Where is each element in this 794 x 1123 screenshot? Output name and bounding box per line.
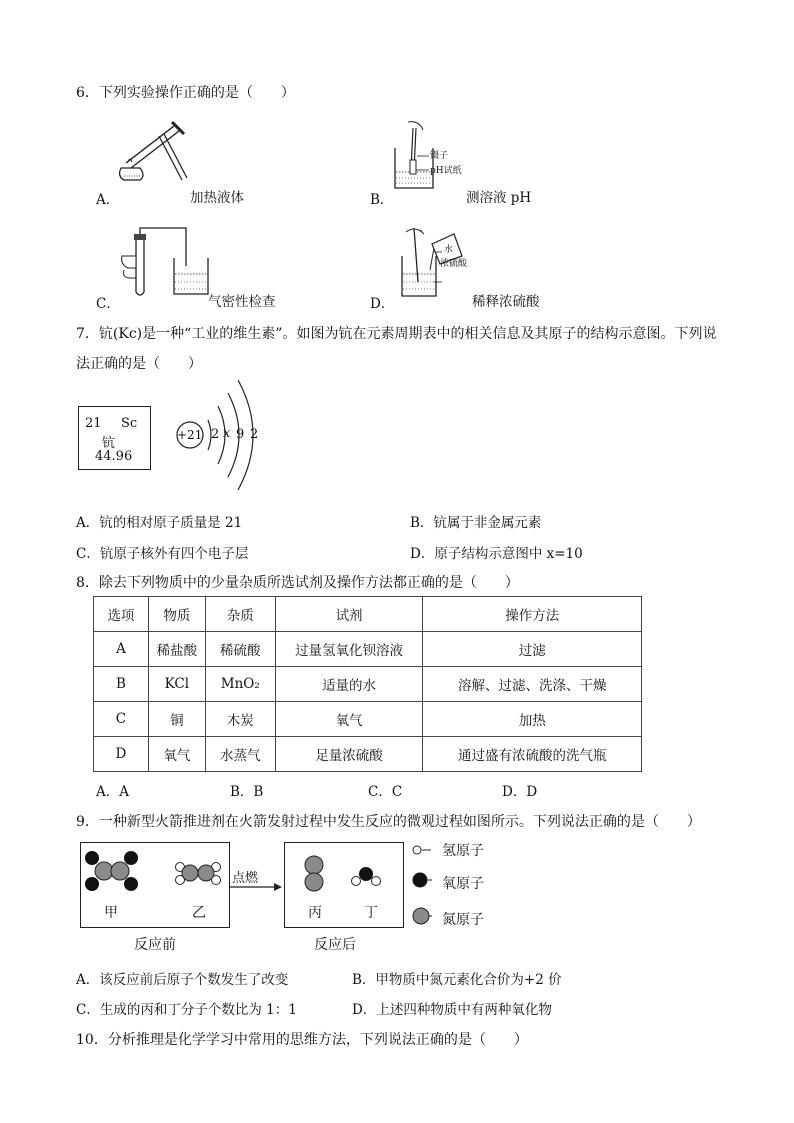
- q6-option-c-letter: C．: [96, 296, 120, 312]
- q10-stem: 10．分析推理是化学学习中常用的思维方法，下列说法正确的是（ ）: [76, 1032, 528, 1048]
- nitrogen-atom-icon: [412, 906, 432, 926]
- table-header: 选项: [94, 597, 149, 632]
- airtightness-check-diagram: [116, 226, 212, 300]
- atomic-mass: 44.96: [95, 449, 133, 464]
- element-name: 钪: [102, 436, 116, 451]
- ignition-label: 点燃: [232, 871, 259, 886]
- q6-option-d-letter: D．: [370, 296, 395, 312]
- q9-option-c: C．生成的丙和丁分子个数比为 1：1: [76, 1002, 297, 1018]
- q9-option-b: B．甲物质中氮元素化合价为+2 价: [352, 972, 562, 988]
- table-cell: 氧气: [148, 737, 205, 772]
- table-cell: B: [94, 667, 149, 702]
- legend-hydrogen: 氢原子: [442, 843, 484, 859]
- atomic-number: 21: [85, 416, 102, 431]
- legend-oxygen: 氧原子: [442, 876, 484, 892]
- q6-stem: 6．下列实验操作正确的是（ ）: [76, 85, 295, 101]
- q7-option-c: C．钪原子核外有四个电子层: [76, 546, 249, 562]
- table-header-row: [94, 597, 642, 632]
- before-reaction-label: 反应前: [134, 937, 176, 953]
- after-reaction-label: 反应后: [314, 937, 356, 953]
- q9-stem: 9．一种新型火箭推进剂在火箭发射过程中发生反应的微观过程如图所示。下列说法正确的是（ ）: [76, 814, 701, 830]
- table-cell: KCl: [148, 667, 205, 702]
- table-row: [94, 667, 642, 702]
- table-row: [94, 702, 642, 737]
- ph-paper-label: pH试纸: [430, 166, 462, 176]
- nucleus-charge: +21: [177, 428, 203, 442]
- table-header: 试剂: [275, 597, 423, 632]
- oxygen-atom-icon: [412, 871, 432, 889]
- shell-4-electrons: 2: [250, 427, 259, 442]
- q8-option-b: B．B: [230, 784, 264, 800]
- table-header: 杂质: [205, 597, 275, 632]
- q7-option-a: A．钪的相对原子质量是 21: [76, 515, 243, 531]
- shell-2-electrons: x: [223, 426, 231, 441]
- table-cell: 稀硫酸: [205, 632, 275, 667]
- product-molecules: [284, 842, 402, 926]
- table-cell: 过量氢氧化钡溶液: [275, 632, 423, 667]
- table-row: [94, 632, 642, 667]
- reactant-jia: 甲: [104, 905, 118, 921]
- q8-stem: 8．除去下列物质中的少量杂质所选试剂及操作方法都正确的是（ ）: [76, 575, 519, 591]
- table-cell: 通过盛有浓硫酸的洗气瓶: [423, 737, 642, 772]
- q8-option-c: C．C: [368, 784, 403, 800]
- q6-option-d-caption: 稀释浓硫酸: [472, 294, 540, 310]
- table-cell: 木炭: [205, 702, 275, 737]
- impurity-table: [93, 596, 642, 772]
- table-cell: A: [94, 632, 149, 667]
- heating-liquid-diagram: [112, 118, 192, 184]
- q7-stem-line1: 7．钪(Kc)是一种“工业的维生素”。如图为钪在元素周期表中的相关信息及其原子的结构示意图。下列说: [76, 326, 717, 342]
- table-cell: MnO₂: [205, 667, 275, 702]
- table-cell: 溶解、过滤、洗涤、干燥: [423, 667, 642, 702]
- table-cell: 足量浓硫酸: [275, 737, 423, 772]
- q9-option-d: D．上述四种物质中有两种氧化物: [352, 1002, 552, 1018]
- table-cell: 加热: [423, 702, 642, 737]
- table-cell: C: [94, 702, 149, 737]
- reactant-yi: 乙: [192, 905, 206, 921]
- q6-option-b-caption: 测溶液 pH: [466, 190, 532, 206]
- element-symbol: Sc: [121, 416, 138, 431]
- hydrogen-atom-icon: [412, 844, 432, 856]
- table-cell: 稀盐酸: [148, 632, 205, 667]
- q6-option-b-letter: B．: [370, 192, 394, 208]
- conc-acid-label: 浓硫酸: [440, 259, 468, 269]
- table-header: 物质: [148, 597, 205, 632]
- shell-3-electrons: 9: [236, 427, 245, 442]
- table-cell: 氧气: [275, 702, 423, 737]
- product-ding: 丁: [364, 905, 378, 921]
- reaction-arrow: [230, 882, 284, 892]
- q8-option-d: D．D: [502, 784, 538, 800]
- q6-option-a-letter: A．: [96, 192, 120, 208]
- q7-stem-line2: 法正确的是（ ）: [76, 356, 202, 372]
- product-bing: 丙: [308, 905, 322, 921]
- q7-option-b: B．钪属于非金属元素: [410, 515, 542, 531]
- q6-option-a-caption: 加热液体: [190, 190, 244, 206]
- element-card: [78, 406, 151, 470]
- table-row: [94, 737, 642, 772]
- q9-option-a: A．该反应前后原子个数发生了改变: [76, 972, 289, 988]
- table-cell: 适量的水: [275, 667, 423, 702]
- shell-1-electrons: 2: [211, 427, 220, 442]
- q7-option-d: D．原子结构示意图中 x=10: [410, 546, 583, 562]
- water-label: 水: [444, 245, 454, 255]
- table-header: 操作方法: [423, 597, 642, 632]
- legend-nitrogen: 氮原子: [442, 912, 484, 928]
- table-cell: 铜: [148, 702, 205, 737]
- q8-option-a: A．A: [96, 784, 129, 800]
- q6-option-c-caption: 气密性检查: [208, 294, 276, 310]
- table-cell: D: [94, 737, 149, 772]
- table-cell: 过滤: [423, 632, 642, 667]
- table-cell: 水蒸气: [205, 737, 275, 772]
- tweezers-label: 镊子: [430, 151, 449, 161]
